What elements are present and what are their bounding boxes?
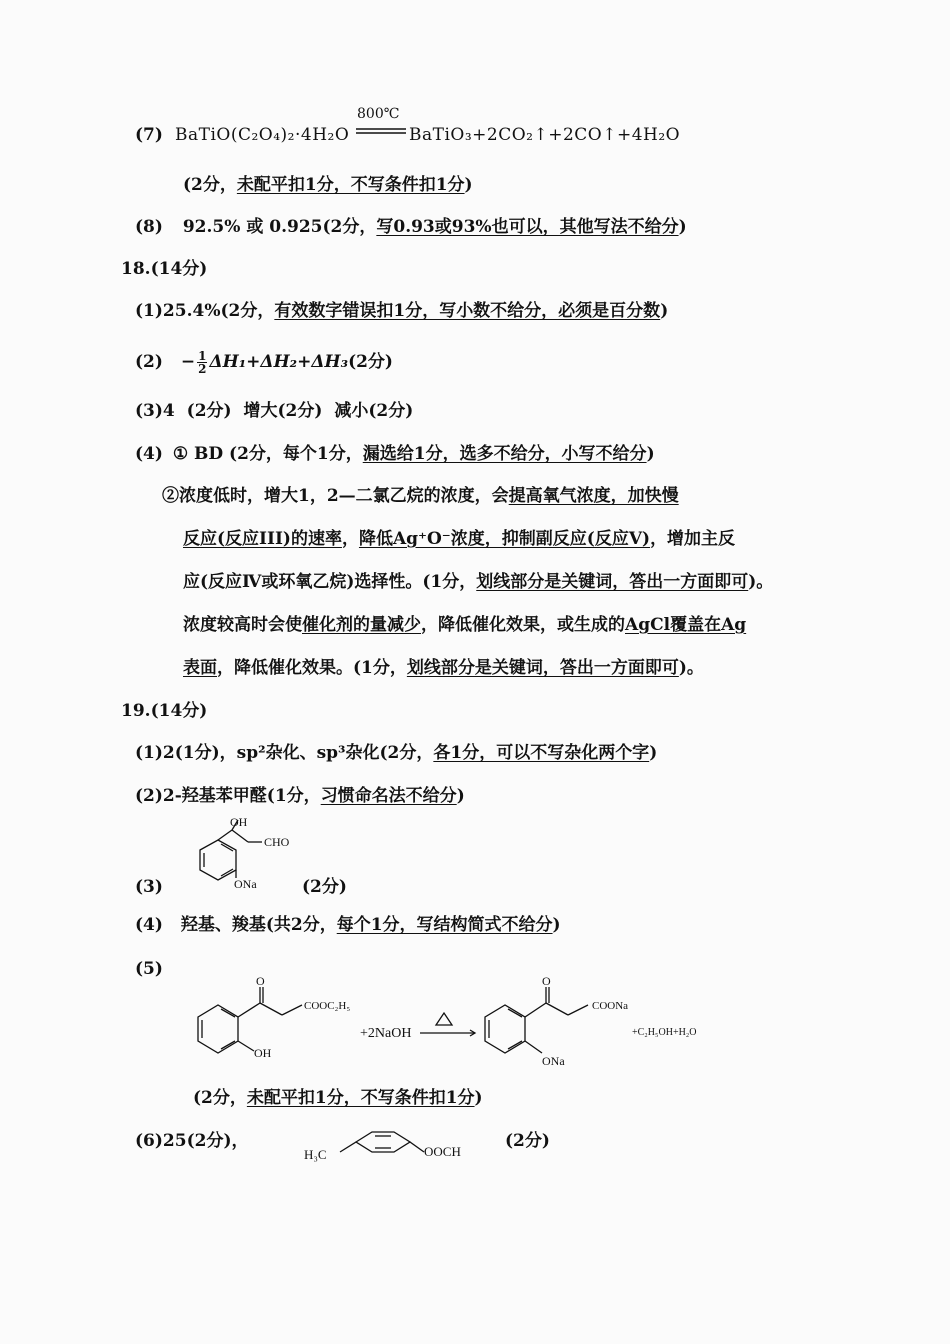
q19-5-reactant-o: O	[256, 974, 265, 988]
q18-4-2-line-e	[183, 657, 704, 679]
q18-2-dh1: ΔH₁+	[209, 352, 261, 372]
q19-6-answer: 25(2分)，	[162, 1131, 249, 1151]
q18-4-2c-pre: 应(反应Ⅳ或环氧乙烷)选择性。(1分，	[183, 572, 477, 592]
q17-7-label: (7)	[135, 125, 163, 145]
q18-4-2-line-c	[183, 571, 773, 593]
q17-8-note-post: )	[678, 217, 687, 237]
q18-2-fraction	[197, 350, 207, 375]
q18-4-2-line-d	[183, 614, 746, 636]
q18-4-note-post: )	[646, 444, 655, 464]
q19-4-answer: 羟基、羧基(共2分，	[180, 915, 337, 935]
q19-1-note-underlined: 各1分，可以不写杂化两个字	[433, 743, 650, 763]
q19-4-line	[135, 914, 561, 936]
q19-5-note-post: )	[474, 1088, 483, 1108]
q18-1-line	[135, 300, 668, 322]
q18-4-2-line-b	[183, 528, 735, 550]
q19-1-line	[135, 742, 657, 764]
q19-5-note-underlined: 未配平扣1分，不写条件扣1分	[246, 1088, 475, 1108]
q18-2-line	[135, 350, 393, 375]
q18-4-2b-underlined-1: 反应(反应III)的速率	[183, 529, 342, 549]
q17-7-eq-left: BaTiO(C₂O₄)₂·4H₂O	[175, 125, 350, 145]
q19-6-score: (2分)	[505, 1131, 550, 1151]
q18-4-2c-underlined: 划线部分是关键词，答出一方面即可	[476, 572, 749, 592]
q18-title: 18.(14分)	[121, 259, 208, 279]
q17-8-answer: 92.5% 或 0.925	[182, 217, 323, 237]
q18-4-2d-mid: ，降低催化效果，或生成的	[421, 615, 625, 635]
q17-8-note-underlined: 写0.93或93%也可以，其他写法不给分	[376, 217, 679, 237]
q18-4-2a-pre: ②浓度低时，增大1，2—二氯乙烷的浓度，会	[162, 486, 509, 506]
q19-1-note-post: )	[649, 743, 658, 763]
q19-2-answer: 2-羟基苯甲醛(1分，	[162, 786, 321, 806]
q19-5-reaction-scheme	[190, 975, 710, 1070]
q19-6-line	[135, 1130, 249, 1152]
q19-3-ona: ONa	[234, 877, 257, 891]
q17-7-note-post: )	[464, 175, 473, 195]
q18-4-2e-underlined-1: 表面	[183, 658, 217, 678]
q18-2-frac-den: 2	[198, 362, 207, 376]
q19-2-line	[135, 785, 465, 807]
q18-4-2e-underlined-2: 划线部分是关键词，答出一方面即可	[406, 658, 679, 678]
q19-5-note	[193, 1087, 483, 1109]
q18-3-line: (3)4 (2分) 增大(2分) 减小(2分)	[135, 401, 414, 421]
q19-5-naoh: +2NaOH	[360, 1026, 412, 1041]
q18-1-answer: 25.4%(2分，	[162, 301, 275, 321]
q18-4-line	[135, 443, 655, 465]
q18-2-dh2: ΔH₂+	[260, 352, 312, 372]
q18-4-2d-underlined-2: AgCl覆盖在Ag	[625, 615, 747, 635]
q18-1-label: (1)	[135, 301, 163, 321]
q18-2-frac-num: 1	[198, 349, 207, 363]
q19-4-label: (4)	[135, 915, 163, 935]
q17-8-line	[135, 216, 687, 238]
q18-4-note-underlined: 漏选给1分，选多不给分，小写不给分	[362, 444, 647, 464]
q18-2-sign: −	[180, 352, 196, 372]
q18-4-2d-pre: 浓度较高时会使	[183, 615, 302, 635]
q19-3-score: (2分)	[302, 877, 347, 897]
q18-4-2b-underlined-2: 降低Ag⁺O⁻浓度，抑制副反应(反应Ⅴ)	[358, 529, 651, 549]
q19-5-note-pre: (2分，	[193, 1088, 247, 1108]
q18-4-2c-post: )。	[748, 572, 774, 592]
q19-6-ooch: OOCH	[424, 1144, 461, 1159]
q19-6-structure	[300, 1112, 480, 1172]
q19-5-label: (5)	[135, 959, 163, 979]
q19-1-label: (1)	[135, 743, 163, 763]
q17-7-note	[183, 174, 473, 196]
q18-4-label: (4)	[135, 444, 163, 464]
q18-4-2b-post: ，增加主反	[650, 529, 736, 549]
q19-3-label: (3)	[135, 877, 163, 897]
q19-4-note-post: )	[552, 915, 561, 935]
q18-4-2d-underlined-1: 催化剂的量减少	[302, 615, 421, 635]
q19-2-note-post: )	[456, 786, 465, 806]
q18-4-2b-mid: ，	[341, 529, 359, 549]
q19-3-oh: OH	[230, 815, 248, 829]
q17-8-label: (8)	[135, 217, 163, 237]
q19-5-byproducts: +C₂H₅OH+H₂O	[632, 1027, 697, 1038]
q17-7-note-underlined: 未配平扣1分，不写条件扣1分	[236, 175, 465, 195]
q18-4-2e-post: )。	[678, 658, 704, 678]
q19-6-h3c: H₃C	[304, 1147, 327, 1162]
q18-2-score: (2分)	[348, 352, 393, 372]
q19-3-cho: CHO	[264, 835, 290, 849]
q18-4-2a-underlined: 提高氧气浓度，加快慢	[508, 486, 679, 506]
q18-1-note-post: )	[660, 301, 669, 321]
q18-2-label: (2)	[135, 352, 163, 372]
q19-4-note-underlined: 每个1分，写结构简式不给分	[336, 915, 553, 935]
q18-4-answer: ① BD (2分，每个1分，	[172, 444, 363, 464]
q17-7-eq-right: BaTiO₃+2CO₂↑+2CO↑+4H₂O	[409, 125, 681, 145]
q17-7-equals-sign	[356, 128, 408, 136]
q19-1-answer: 2(1分)，sp²杂化、sp³杂化(2分，	[162, 743, 434, 763]
q19-5-reactant-oh: OH	[254, 1046, 272, 1060]
q17-7-condition: 800℃	[357, 106, 400, 122]
q17-8-note-pre: (2分，	[322, 217, 377, 237]
q18-4-2e-mid: ，降低催化效果。(1分，	[217, 658, 407, 678]
q17-7-note-pre: (2分，	[183, 175, 237, 195]
q18-1-note-underlined: 有效数字错误扣1分，写小数不给分，必须是百分数	[274, 301, 661, 321]
q19-title: 19.(14分)	[121, 701, 208, 721]
q19-2-note-underlined: 习惯命名法不给分	[320, 786, 457, 806]
q18-2-dh3: ΔH₃	[311, 352, 349, 372]
q19-5-product-o: O	[542, 974, 551, 988]
q19-5-product-ona: ONa	[542, 1054, 565, 1068]
q19-5-coona-group: COONa	[592, 1000, 629, 1012]
q19-2-label: (2)	[135, 786, 163, 806]
q18-4-2-line-a	[162, 485, 679, 507]
q19-3-structure	[170, 812, 310, 892]
q19-6-label: (6)	[135, 1131, 163, 1151]
q19-5-ester-group: COOC₂H₅	[304, 1000, 351, 1012]
